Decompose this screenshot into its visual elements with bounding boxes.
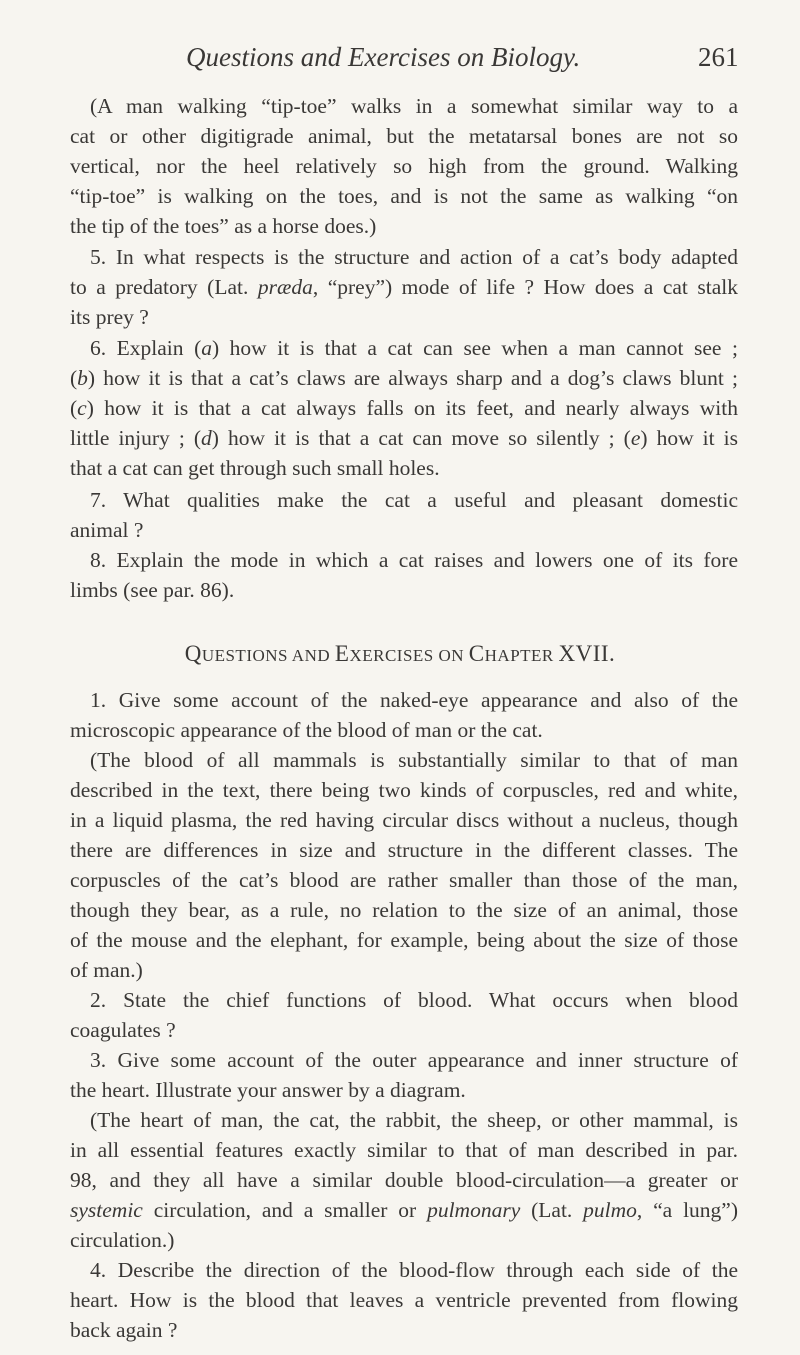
text-segment: corpuscles of the cat’s blood are rather smaller than those of the man, bbox=[70, 868, 738, 892]
text-segment: XERCISES ON bbox=[349, 646, 469, 665]
text-line bbox=[90, 1256, 738, 1284]
text-segment: ) how it is that a cat can see when a man cannot see ; bbox=[211, 336, 738, 360]
text-segment: ) how it is that a cat’s claws are always sharp and a dog’s claws blunt ; bbox=[87, 366, 738, 390]
text-segment: to a predatory (Lat. bbox=[70, 275, 258, 299]
text-line bbox=[90, 486, 738, 514]
text-line bbox=[70, 866, 738, 894]
text-line bbox=[70, 303, 738, 331]
text-segment: (Lat. bbox=[520, 1198, 584, 1222]
text-segment: , “a lung”) bbox=[636, 1198, 738, 1222]
text-segment: back again ? bbox=[70, 1318, 178, 1342]
italic-text: pulmo bbox=[583, 1198, 637, 1222]
italic-text: præda bbox=[257, 275, 313, 299]
text-segment: the heart. Illustrate your answer by a diagram. bbox=[70, 1078, 466, 1102]
text-line bbox=[70, 516, 738, 544]
text-line bbox=[70, 896, 738, 924]
text-segment: described in the text, there being two kinds of corpuscles, red and white, bbox=[70, 778, 738, 802]
text-line bbox=[70, 1166, 738, 1194]
text-segment: 8. Explain the mode in which a cat raises and lowers one of its fore bbox=[90, 548, 738, 572]
text-segment: though they bear, as a rule, no relation to the size of an animal, those bbox=[70, 898, 738, 922]
text-segment: ) how it is that a cat always falls on its feet, and nearly always with bbox=[86, 396, 738, 420]
text-segment: that a cat can get through such small holes. bbox=[70, 456, 440, 480]
text-segment: ( bbox=[70, 396, 78, 420]
text-line bbox=[90, 986, 738, 1014]
italic-text: e bbox=[630, 426, 641, 450]
text-segment: little injury ; ( bbox=[70, 426, 202, 450]
text-line bbox=[70, 716, 738, 744]
text-segment: heart. How is the blood that leaves a ventricle prevented from flowing bbox=[70, 1288, 738, 1312]
italic-text: d bbox=[201, 426, 212, 450]
italic-text: a bbox=[201, 336, 212, 360]
text-line bbox=[70, 1136, 738, 1164]
text-segment: Q bbox=[184, 641, 202, 666]
text-line bbox=[90, 1046, 738, 1074]
text-segment: animal ? bbox=[70, 518, 144, 542]
text-line bbox=[70, 926, 738, 954]
text-line bbox=[90, 334, 738, 362]
text-line bbox=[70, 1016, 738, 1044]
text-line bbox=[90, 546, 738, 574]
italic-text: c bbox=[77, 396, 87, 420]
text-segment: in a liquid plasma, the red having circular discs without a nucleus, though bbox=[70, 808, 738, 832]
text-line bbox=[90, 746, 738, 774]
text-line bbox=[70, 424, 738, 452]
text-line bbox=[90, 686, 738, 714]
text-line bbox=[70, 182, 738, 210]
text-segment: 4. Describe the direction of the blood-flow through each side of the bbox=[90, 1258, 738, 1282]
text-segment: of man.) bbox=[70, 958, 143, 982]
text-segment: C bbox=[468, 641, 485, 666]
text-segment: XVII. bbox=[558, 641, 616, 666]
text-line bbox=[70, 364, 738, 392]
text-segment: its prey ? bbox=[70, 305, 149, 329]
text-line bbox=[70, 1286, 738, 1314]
text-line bbox=[90, 243, 738, 271]
text-line bbox=[90, 92, 738, 120]
running-title: Questions and Exercises on Biology. bbox=[186, 42, 581, 72]
text-line bbox=[70, 1226, 738, 1254]
text-segment: 3. Give some account of the outer appearance and inner structure of bbox=[90, 1048, 738, 1072]
text-segment: ) how it is bbox=[640, 426, 738, 450]
text-segment: HAPTER bbox=[484, 646, 559, 665]
italic-text: pulmonary bbox=[427, 1198, 521, 1222]
text-line bbox=[90, 1106, 738, 1134]
text-segment: 5. In what respects is the structure and action of a cat’s body adapted bbox=[90, 245, 738, 269]
text-segment: in all essential features exactly similar to that of man described in par. bbox=[70, 1138, 738, 1162]
text-line bbox=[70, 836, 738, 864]
text-segment: 7. What qualities make the cat a useful and pleasant domestic bbox=[90, 488, 738, 512]
text-line bbox=[70, 776, 738, 804]
text-segment: cat or other digitigrade animal, but the metatarsal bones are not so bbox=[70, 124, 738, 148]
text-segment: coagulates ? bbox=[70, 1018, 176, 1042]
text-segment: (A man walking “tip-toe” walks in a somewhat similar way to a bbox=[90, 94, 738, 118]
text-line bbox=[70, 576, 738, 604]
text-segment: ) how it is that a cat can move so silently ; ( bbox=[211, 426, 631, 450]
text-line bbox=[70, 1076, 738, 1104]
text-line bbox=[70, 273, 738, 301]
text-segment: the tip of the toes” as a horse does.) bbox=[70, 214, 377, 238]
text-line bbox=[70, 1316, 738, 1344]
text-segment: 2. State the chief functions of blood. What occurs when blood bbox=[90, 988, 738, 1012]
italic-text: systemic bbox=[70, 1198, 143, 1222]
text-segment: ( bbox=[70, 366, 78, 390]
text-line bbox=[70, 454, 738, 482]
text-segment: E bbox=[334, 641, 350, 666]
text-segment: “tip-toe” is walking on the toes, and is not the same as walking “on bbox=[70, 184, 738, 208]
text-segment: microscopic appearance of the blood of man or the cat. bbox=[70, 718, 543, 742]
text-segment: (The heart of man, the cat, the rabbit, the sheep, or other mammal, is bbox=[90, 1108, 738, 1132]
text-line bbox=[70, 1196, 738, 1224]
chapter-heading bbox=[0, 640, 800, 670]
text-segment: 98, and they all have a similar double blood-circulation—a greater or bbox=[70, 1168, 738, 1192]
text-segment: UESTIONS AND bbox=[201, 646, 335, 665]
text-segment: (The blood of all mammals is substantially similar to that of man bbox=[90, 748, 738, 772]
text-line bbox=[70, 152, 738, 180]
italic-text: b bbox=[77, 366, 88, 390]
text-line bbox=[70, 212, 738, 240]
text-segment: circulation, and a smaller or bbox=[142, 1198, 428, 1222]
text-segment: vertical, nor the heel relatively so high from the ground. Walking bbox=[70, 154, 738, 178]
text-segment: , “prey”) mode of life ? How does a cat stalk bbox=[312, 275, 738, 299]
text-segment: limbs (see par. 86). bbox=[70, 578, 235, 602]
text-segment: of the mouse and the elephant, for example, being about the size of those bbox=[70, 928, 738, 952]
running-header bbox=[0, 42, 800, 82]
text-segment: 1. Give some account of the naked-eye appearance and also of the bbox=[90, 688, 738, 712]
text-segment: there are differences in size and structure in the different classes. The bbox=[70, 838, 738, 862]
text-line bbox=[70, 394, 738, 422]
text-segment: 6. Explain ( bbox=[90, 336, 202, 360]
text-line bbox=[70, 122, 738, 150]
text-segment: circulation.) bbox=[70, 1228, 175, 1252]
text-line bbox=[70, 956, 738, 984]
text-line bbox=[70, 806, 738, 834]
page-number: 261 bbox=[698, 42, 739, 72]
